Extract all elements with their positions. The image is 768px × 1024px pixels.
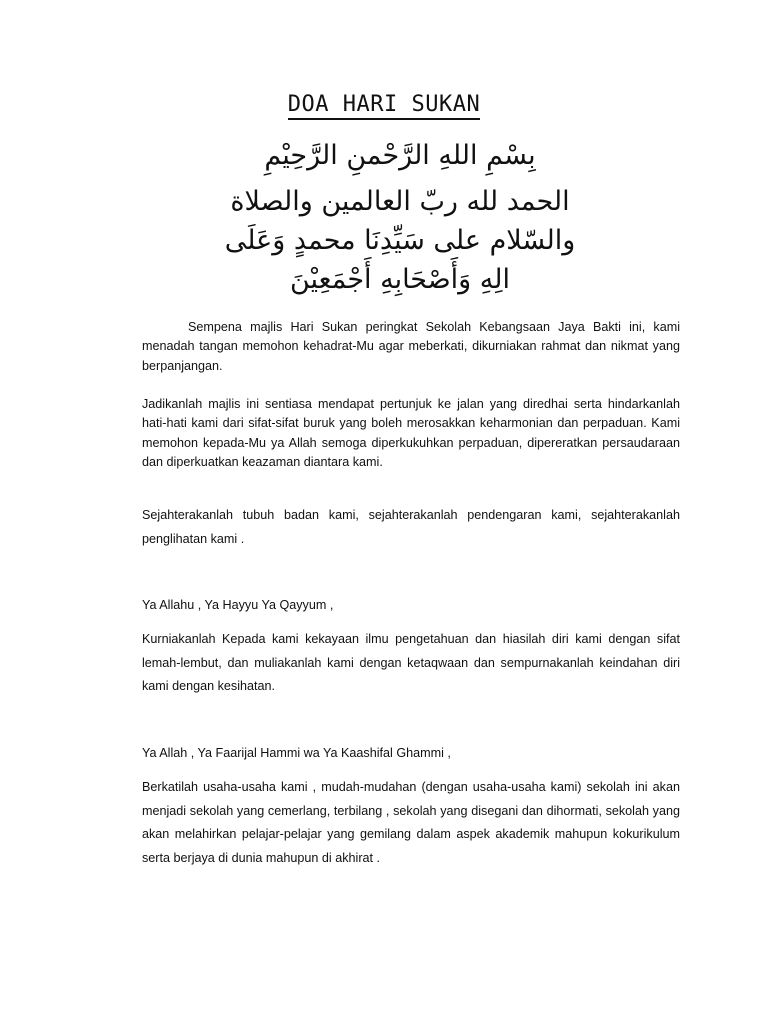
arabic-line: والسّلام على سَيِّدِنَا محمدٍ وَعَلَى xyxy=(224,225,576,256)
document-title-text: DOA HARI SUKAN xyxy=(288,92,480,120)
paragraph-opening: Sempena majlis Hari Sukan peringkat Sekolah Kebangsaan Jaya Bakti ini, kami menadah tangan memohon kehadrat-Mu agar meberkati, dikurniakan rahmat dan nikmat yang berpanjangan. xyxy=(142,320,680,373)
invocation-line: Ya Allah , Ya Faarijal Hammi wa Ya Kaashifal Ghammi , xyxy=(142,746,451,760)
document-title xyxy=(0,92,768,117)
paragraph-kurniakan: Kurniakanlah Kepada kami kekayaan ilmu pengetahuan dan hiasilah diri kami dengan sifat lemah-lembut, dan muliakanlah kami dengan ketaqwaan dan sempurnakanlah keindahan diri kami dengan kesihatan. xyxy=(142,632,680,693)
paragraph-sejahtera: Sejahterakanlah tubuh badan kami, sejahterakanlah pendengaran kami, sejahterakanlah penglihatan kami . xyxy=(142,508,680,546)
arabic-opening xyxy=(150,182,650,299)
paragraph-berkatilah: Berkatilah usaha-usaha kami , mudah-mudahan (dengan usaha-usaha kami) sekolah ini akan menjadi sekolah yang cemerlang, terbilang , sekolah yang disegani dan dihormati, sekolah yang akan melahirkan pelajar-pelajar yang gemilang dalam aspek akademik mahupun kokurikulum serta berjaya di dunia mahupun di akhirat . xyxy=(142,780,680,865)
paragraph-majlis: Jadikanlah majlis ini sentiasa mendapat pertunjuk ke jalan yang diredhai serta hindarkanlah hati-hati kami dari sifat-sifat buruk yang boleh merosakkan keharmonian dan perpaduan. Kami memohon kepada-Mu ya Allah semoga diperkukuhkan perpaduan, dipereratkan persaudaraan dan diperkuatkan keazaman diantara kami. xyxy=(142,397,680,470)
basmala: بِسْمِ اللهِ الرَّحْمنِ الرَّحِيْمِ xyxy=(264,140,536,171)
arabic-line: الِهِ وَأَصْحَابِهِ أَجْمَعِيْنَ xyxy=(289,264,510,295)
invocation-line: Ya Allahu , Ya Hayyu Ya Qayyum , xyxy=(142,598,334,612)
arabic-line: الحمد لله ربّ العالمين والصلاة xyxy=(230,186,570,217)
